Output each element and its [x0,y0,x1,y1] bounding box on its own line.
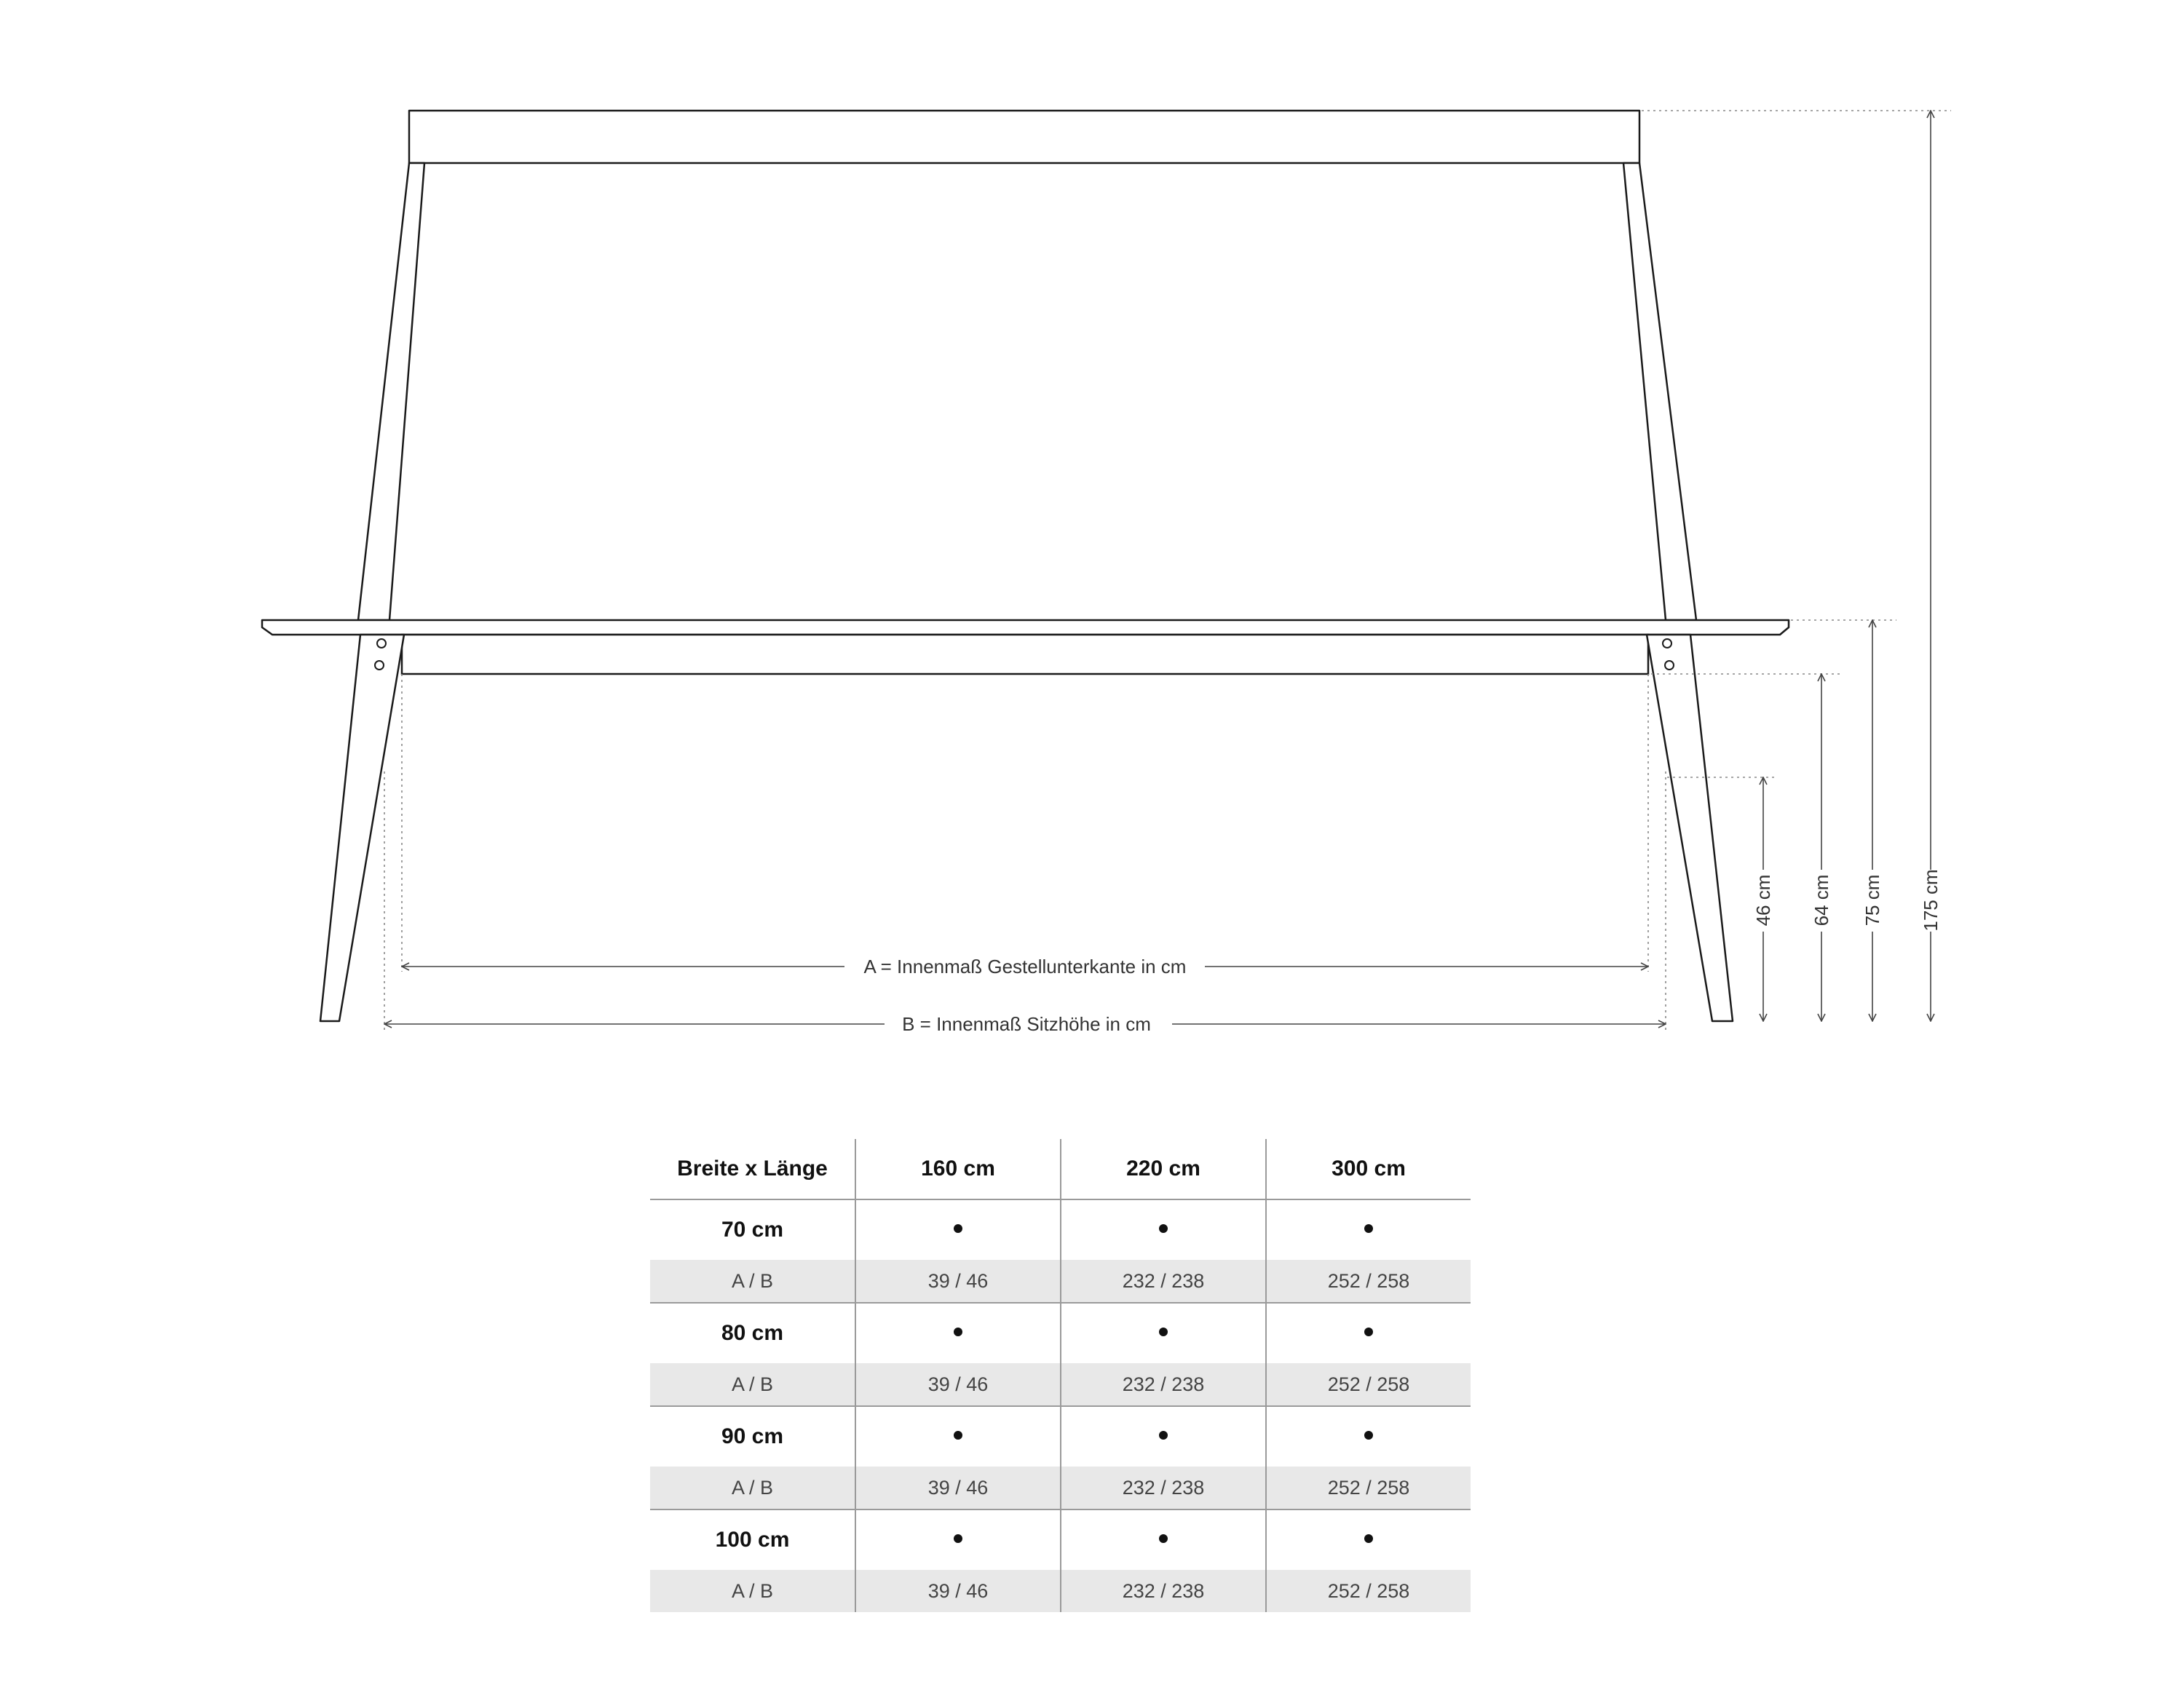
header-length-160: 160 cm [855,1139,1061,1199]
width-label: 100 cm [715,1528,790,1552]
size-row [650,1199,1471,1260]
header-length-300: 300 cm [1266,1139,1471,1199]
available-cell [1266,1509,1471,1570]
available-cell [855,1406,1061,1467]
bench-apron [402,635,1648,674]
available-dot-icon [1364,1328,1373,1336]
height-175-label: 175 cm [1920,869,1942,932]
table-top [409,111,1639,163]
dimension-a-label: A = Innenmaß Gestellunterkante in cm [863,956,1187,977]
height-dimensions [1763,111,1931,1021]
available-dot-icon [1159,1328,1168,1336]
available-cell [855,1509,1061,1570]
available-cell [1061,1303,1266,1363]
available-cell [1061,1509,1266,1570]
ab-value: 39 / 46 [855,1260,1061,1303]
ab-label: A / B [650,1363,855,1406]
ab-value: 39 / 46 [855,1467,1061,1509]
available-dot-icon [954,1328,962,1336]
left-leg-upper [358,163,424,620]
width-label: 90 cm [721,1424,784,1448]
ab-value: 232 / 238 [1061,1363,1266,1406]
available-dot-icon [1364,1431,1373,1440]
size-row [650,1303,1471,1363]
ab-row [650,1260,1471,1303]
ab-row [650,1570,1471,1612]
available-dot-icon [954,1534,962,1543]
available-dot-icon [1159,1534,1168,1543]
bench-seat [262,620,1789,635]
table-header-row [650,1139,1471,1199]
available-dot-icon [1364,1534,1373,1543]
ab-row [650,1467,1471,1509]
available-cell [1061,1406,1266,1467]
available-dot-icon [954,1431,962,1440]
width-label: 70 cm [721,1218,784,1242]
size-row [650,1406,1471,1467]
size-row [650,1509,1471,1570]
ab-value: 39 / 46 [855,1570,1061,1612]
header-length-220: 220 cm [1061,1139,1266,1199]
height-64-label: 64 cm [1811,874,1832,927]
available-dot-icon [1159,1431,1168,1440]
available-cell [1061,1199,1266,1260]
ab-row [650,1363,1471,1406]
ab-value: 252 / 258 [1266,1260,1471,1303]
right-leg-upper [1623,163,1696,620]
ab-value: 232 / 238 [1061,1260,1266,1303]
available-dot-icon [1159,1224,1168,1233]
available-cell [1266,1303,1471,1363]
ab-value: 252 / 258 [1266,1570,1471,1612]
height-75-label: 75 cm [1861,874,1883,927]
available-cell [1266,1406,1471,1467]
height-46-label: 46 cm [1752,874,1774,927]
bench-left-leg [320,635,404,1021]
bench-right-leg [1647,635,1733,1021]
ab-value: 232 / 238 [1061,1570,1266,1612]
available-dot-icon [1364,1224,1373,1233]
ab-label: A / B [650,1467,855,1509]
available-dot-icon [954,1224,962,1233]
ab-value: 252 / 258 [1266,1363,1471,1406]
ab-label: A / B [650,1570,855,1612]
dowel-hole [375,661,384,670]
dowel-hole [377,639,386,648]
available-cell [855,1199,1061,1260]
size-table [650,1139,1471,1612]
dowel-hole [1663,639,1671,648]
available-cell [855,1303,1061,1363]
dowel-hole [1665,661,1674,670]
width-label: 80 cm [721,1321,784,1345]
ab-label: A / B [650,1260,855,1303]
available-cell [1266,1199,1471,1260]
dimension-b-label: B = Innenmaß Sitzhöhe in cm [902,1013,1151,1035]
ab-value: 252 / 258 [1266,1467,1471,1509]
ab-value: 232 / 238 [1061,1467,1266,1509]
table-outline [358,111,1696,620]
ab-value: 39 / 46 [855,1363,1061,1406]
header-dimensions: Breite x Länge [650,1139,855,1199]
